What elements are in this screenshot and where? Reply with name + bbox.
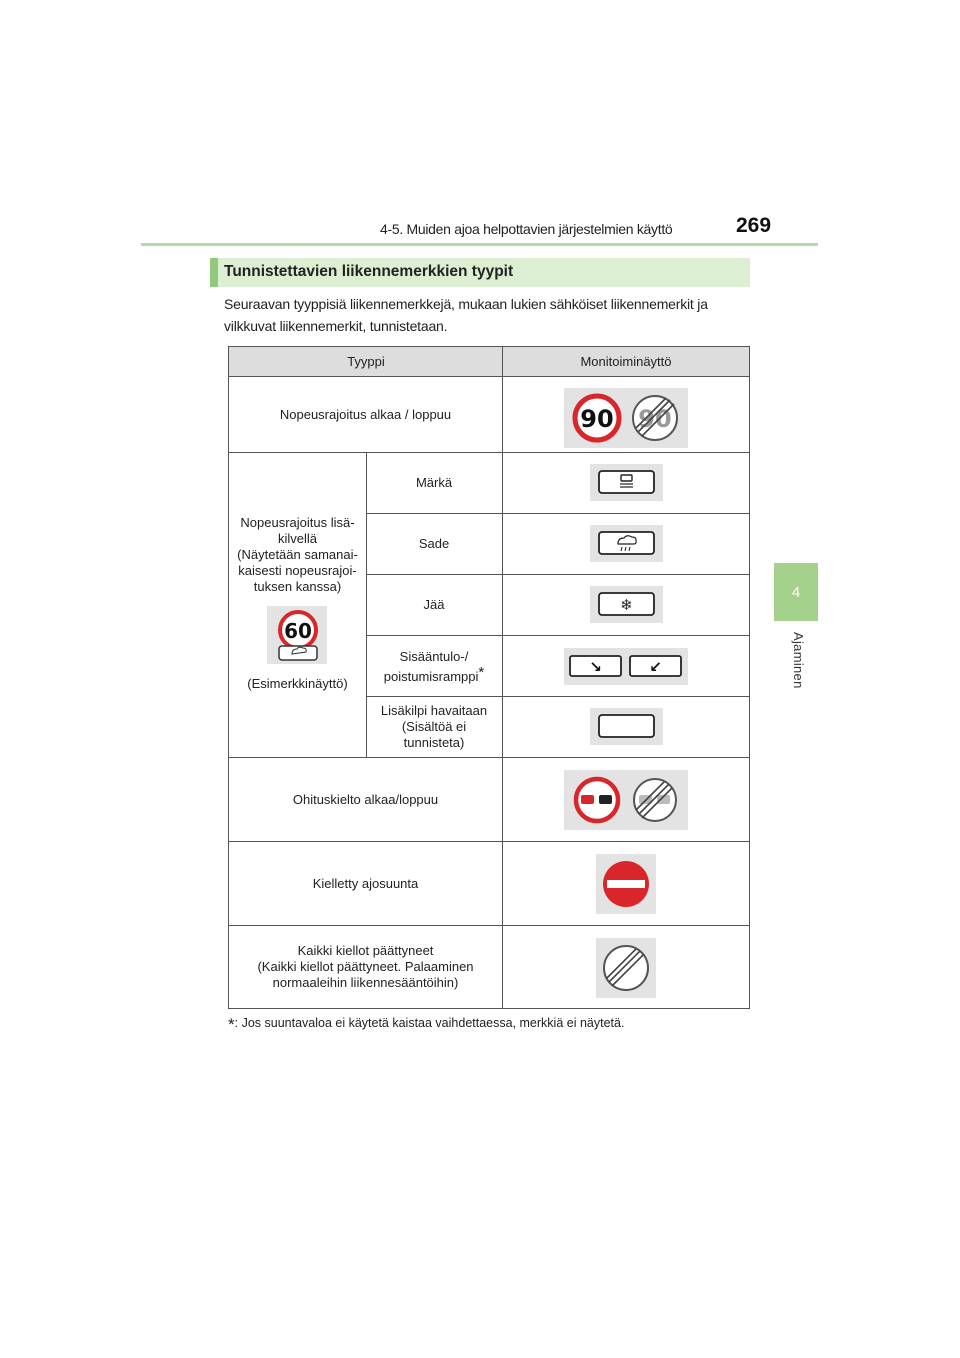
unknown-panel-label <box>366 703 502 751</box>
chapter-number: 4 <box>791 583 801 601</box>
end-all-line: (Kaikki kiellot päättyneet. Palaaminen <box>257 959 474 974</box>
ramp-arrow-left-icon: ↙ <box>649 658 662 676</box>
unknown-label-line: Lisäkilpi havaitaan <box>380 703 488 718</box>
column-divider <box>502 347 503 1008</box>
ice-icon-box <box>590 586 663 623</box>
ramp-arrow-right-icon: ↘ <box>589 658 602 676</box>
additional-panel-group-label <box>229 515 366 595</box>
example-sign-value: 60 <box>284 619 312 643</box>
black-car-icon <box>599 795 612 804</box>
end-all-restrictions-label <box>229 943 502 991</box>
running-header: 4-5. Muiden ajoa helpottavien järjestelmien käyttö <box>380 221 673 237</box>
snowflake-glyph: ❄ <box>620 596 633 614</box>
blank-panel-icon <box>590 708 663 745</box>
ramp-arrows-icon <box>564 648 688 685</box>
unknown-label-line: (Sisältöä ei <box>401 719 467 734</box>
ramp-icon-box <box>564 648 688 685</box>
intro-paragraph: Seuraavan tyyppisiä liikennemerkkejä, mukaan lukien sähköiset liikennemerkit ja vilkkuvat liikennemerkit, tunnistetaan. <box>224 296 708 334</box>
red-car-icon <box>581 795 594 804</box>
speed-limit-label: Nopeusrajoitus alkaa / loppuu <box>279 406 452 422</box>
section-title: Tunnistettavien liikennemerkkien tyypit <box>224 263 514 280</box>
speed-limit-icon-box <box>564 388 688 448</box>
footnote-marker: * <box>478 664 485 681</box>
end-of-restrictions-icon <box>596 938 656 998</box>
no-entry-icon <box>596 854 656 914</box>
rain-label: Sade <box>418 536 450 551</box>
group-label-line: tuksen kanssa) <box>253 579 342 594</box>
speed-end-value: 90 <box>638 405 672 433</box>
group-label-line: kaisesti nopeusrajoi- <box>238 563 357 578</box>
header-rule <box>141 243 818 246</box>
ramp-label-line: poistumisramppi <box>383 669 479 684</box>
unknown-label-line: tunnisteta) <box>403 735 465 750</box>
rain-icon-box <box>590 525 663 562</box>
example-sign-box <box>267 606 327 664</box>
example-caption: (Esimerkkinäyttö) <box>247 676 348 691</box>
no-entry-icon-box <box>596 854 656 914</box>
speed-limit-start-end-icon <box>564 388 688 448</box>
section-heading-accent <box>210 258 218 287</box>
chapter-label: Ajaminen <box>791 632 806 689</box>
row-divider <box>366 696 749 697</box>
ramp-label-line: Sisääntulo-/ <box>399 649 469 664</box>
no-overtaking-label: Ohituskielto alkaa/loppuu <box>292 791 439 807</box>
footnote <box>228 1015 758 1035</box>
no-overtaking-start-end-icon <box>564 770 688 830</box>
end-all-icon-box <box>596 938 656 998</box>
wet-label: Märkä <box>415 475 453 490</box>
wet-road-icon <box>590 464 663 501</box>
chapter-tab <box>774 563 818 621</box>
group-label-line: Nopeusrajoitus lisä- <box>240 515 355 530</box>
footnote-marker: * <box>228 1015 235 1034</box>
end-all-line: Kaikki kiellot päättyneet <box>297 943 434 958</box>
unknown-icon-box <box>590 708 663 745</box>
sign-types-table <box>228 346 750 1009</box>
end-all-line: normaaleihin liikennesääntöihin) <box>272 975 459 990</box>
page-number: 269 <box>736 214 772 237</box>
ice-label: Jää <box>423 597 445 612</box>
footnote-text: : Jos suuntavaloa ei käytetä kaistaa vaihdettaessa, merkkiä ei näytetä. <box>234 1016 625 1030</box>
speed-start-value: 90 <box>580 405 614 433</box>
row-divider <box>229 925 749 926</box>
example-speed-rain-icon <box>267 606 327 664</box>
wet-icon-box <box>590 464 663 501</box>
header-type: Tyyppi <box>347 353 385 369</box>
group-label-line: kilvellä <box>277 531 317 546</box>
rain-icon <box>590 525 663 562</box>
header-display: Monitoiminäyttö <box>580 353 672 369</box>
ramp-label <box>366 649 502 685</box>
no-entry-label: Kielletty ajosuunta <box>312 875 419 891</box>
group-label-line: (Näytetään samanai- <box>237 547 358 562</box>
section-heading-bar <box>210 258 750 287</box>
row-divider <box>366 635 749 636</box>
no-overtaking-icon-box <box>564 770 688 830</box>
snowflake-icon <box>590 586 663 623</box>
